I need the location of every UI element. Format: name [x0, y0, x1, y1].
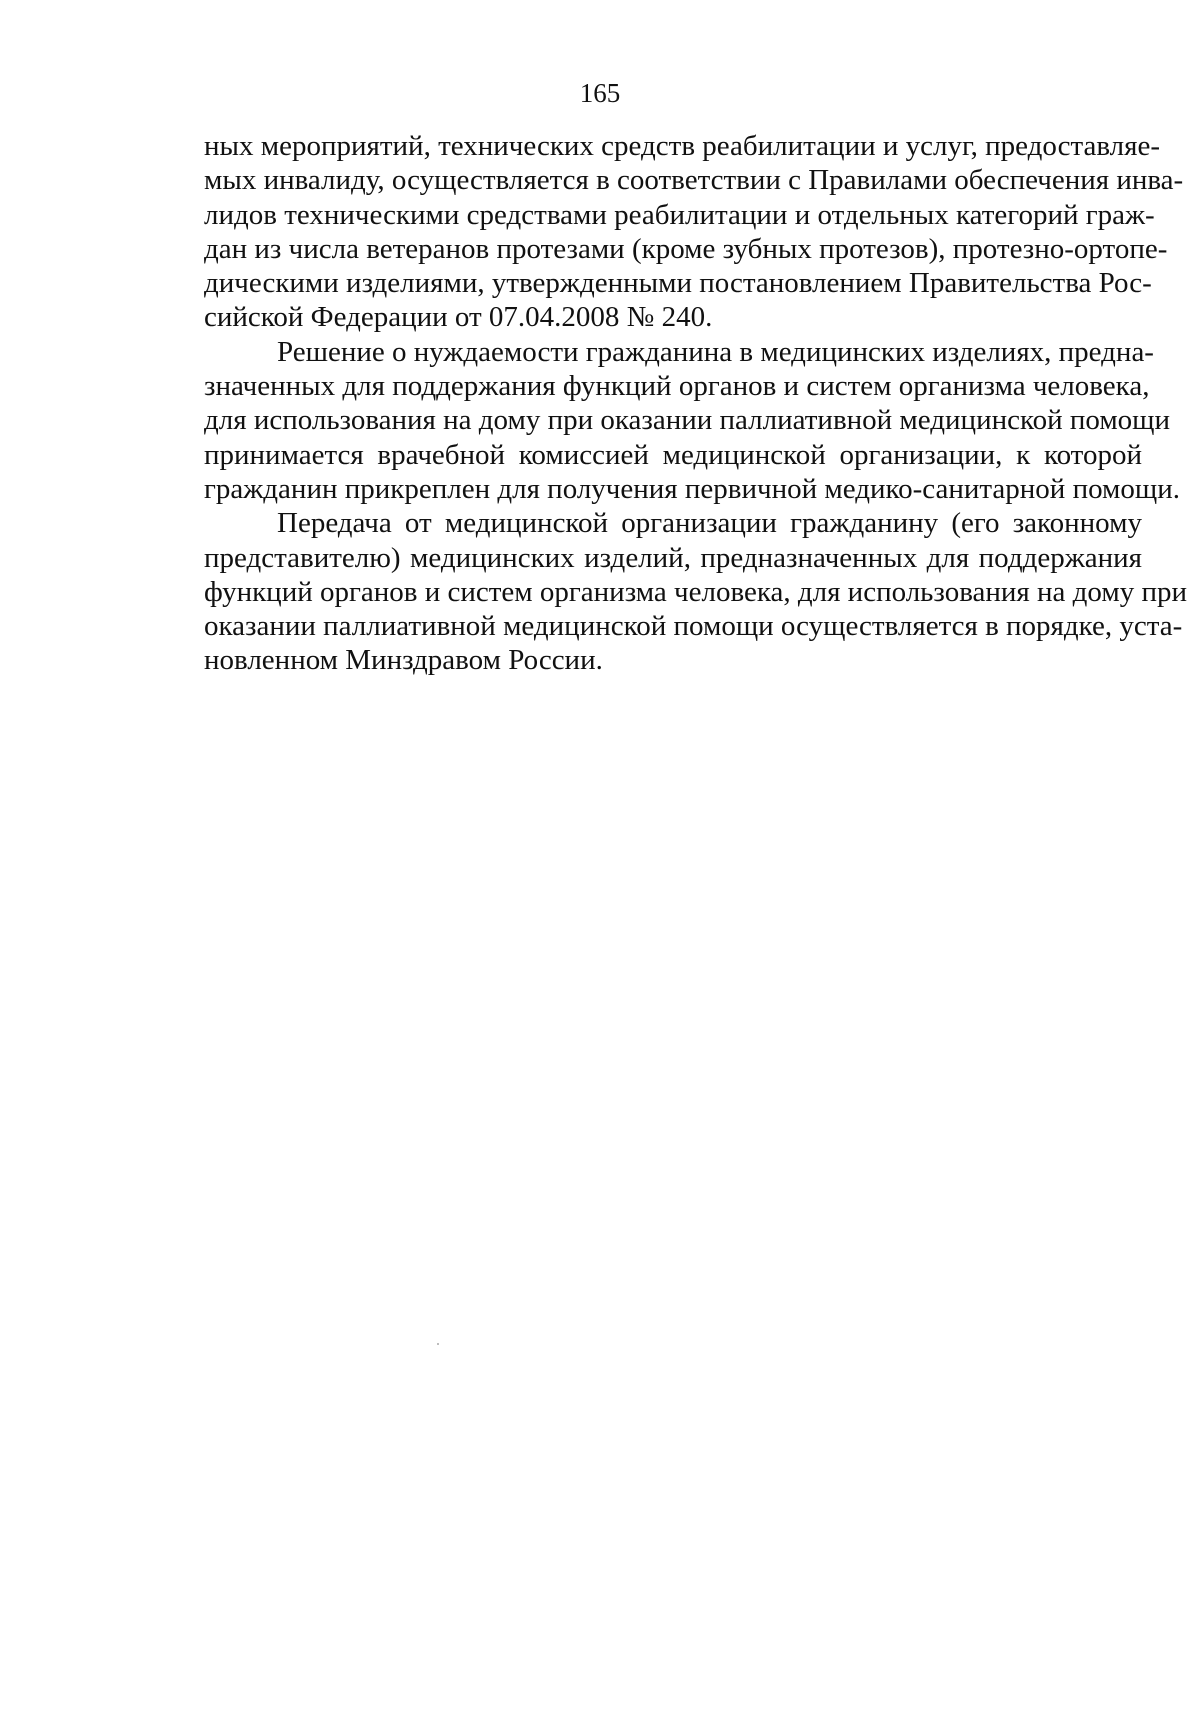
text-line: лидов техническими средствами реабилитации и отдельных категорий граж-	[204, 198, 1155, 231]
paragraph-decision	[204, 335, 1180, 506]
text-line: оказании паллиативной медицинской помощи осуществляется в порядке, уста-	[204, 610, 1183, 643]
text-line: дан из числа ветеранов протезами (кроме зубных протезов), протезно-ортопе-	[204, 232, 1168, 265]
text-line: дическими изделиями, утвержденными постановлением Правительства Рос-	[204, 267, 1152, 300]
text-line: новленном Минздравом России.	[204, 644, 603, 677]
text-line: Передача от медицинской организации гражданину (его законному	[277, 507, 1142, 540]
text-line: функций органов и систем организма человека, для использования на дому при	[204, 575, 1187, 608]
document-body	[204, 129, 1187, 678]
page-number: 165	[579, 78, 621, 108]
scan-speck	[437, 1343, 439, 1345]
text-line: принимается врачебной комиссией медицинской организации, к которой	[204, 438, 1142, 471]
text-line: значенных для поддержания функций органов и систем организма человека,	[204, 370, 1150, 403]
text-line: Решение о нуждаемости гражданина в медицинских изделиях, предна-	[277, 335, 1154, 368]
text-line: сийской Федерации от 07.04.2008 № 240.	[204, 301, 713, 334]
text-line: для использования на дому при оказании паллиативной медицинской помощи	[204, 404, 1171, 437]
text-line: представителю) медицинских изделий, предназначенных для поддержания	[204, 541, 1142, 574]
text-line: ных мероприятий, технических средств реабилитации и услуг, предоставляе-	[204, 130, 1160, 162]
text-line: мых инвалиду, осуществляется в соответствии с Правилами обеспечения инва-	[204, 164, 1184, 197]
text-line: гражданин прикреплен для получения первичной медико-санитарной помощи.	[204, 472, 1180, 505]
paragraph-continuation	[204, 129, 1184, 335]
paragraph-transfer	[204, 506, 1187, 677]
